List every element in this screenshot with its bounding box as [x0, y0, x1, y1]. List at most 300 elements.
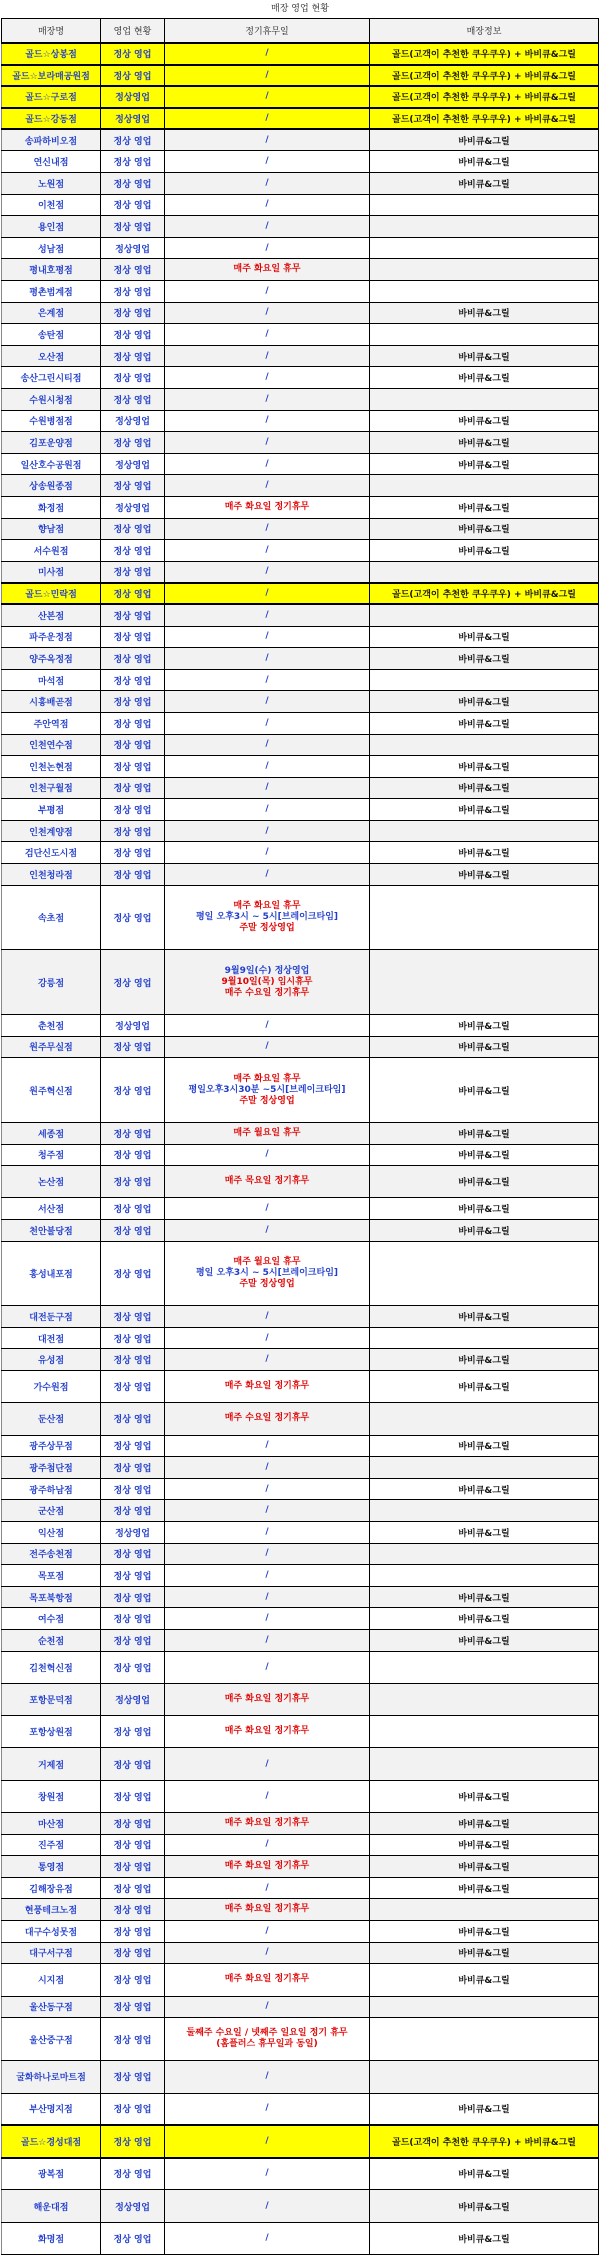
store-name-cell: 광주첨단점 — [2, 1457, 101, 1479]
table-row — [2, 432, 599, 454]
business-status-cell: 정상 영업 — [101, 1036, 165, 1058]
table-row — [2, 1327, 599, 1349]
table-row — [2, 691, 599, 713]
store-name-cell: 홍성내포점 — [2, 1241, 101, 1306]
holiday-line: / — [265, 782, 269, 793]
regular-holiday-cell — [165, 2061, 370, 2093]
holiday-line: / — [265, 544, 269, 555]
store-info-cell: 바비큐&그릴 — [370, 864, 599, 886]
regular-holiday-cell — [165, 842, 370, 864]
regular-holiday-cell — [165, 561, 370, 583]
holiday-line: 9월9일(수) 정상영업 — [224, 965, 310, 976]
store-name-cell: 이천점 — [2, 194, 101, 216]
holiday-line: / — [265, 113, 269, 124]
store-name-cell: 송탄점 — [2, 324, 101, 346]
store-info-cell — [370, 475, 599, 497]
holiday-line: / — [265, 285, 269, 296]
table-row — [2, 1899, 599, 1921]
regular-holiday-cell — [165, 432, 370, 454]
store-name-cell: 골드☆보라매공원점 — [2, 65, 101, 87]
store-info-cell: 바비큐&그릴 — [370, 1780, 599, 1812]
regular-holiday-cell — [165, 1629, 370, 1651]
store-info-cell — [370, 885, 599, 950]
regular-holiday-cell — [165, 324, 370, 346]
store-info-cell: 바비큐&그릴 — [370, 1349, 599, 1371]
table-row — [2, 281, 599, 303]
business-status-cell: 정상 영업 — [101, 259, 165, 281]
store-name-cell: 굴화하나로마트점 — [2, 2061, 101, 2093]
holiday-line: / — [265, 458, 269, 469]
store-name-cell: 송산그린시티점 — [2, 367, 101, 389]
store-name-cell: 향남점 — [2, 518, 101, 540]
table-row — [2, 2125, 599, 2157]
regular-holiday-cell — [165, 864, 370, 886]
regular-holiday-cell — [165, 496, 370, 518]
business-status-cell: 정상영업 — [101, 453, 165, 475]
store-info-cell — [370, 1651, 599, 1683]
store-name-cell: 화정점 — [2, 496, 101, 518]
regular-holiday-cell — [165, 389, 370, 411]
store-info-cell: 골드(고객이 추천한 쿠우쿠우) + 바비큐&그릴 — [370, 2125, 599, 2157]
table-row — [2, 1198, 599, 1220]
business-status-cell: 정상 영업 — [101, 1371, 165, 1403]
store-name-cell: 원주무실점 — [2, 1036, 101, 1058]
store-name-cell: 성남점 — [2, 237, 101, 259]
store-info-cell: 바비큐&그릴 — [370, 540, 599, 562]
regular-holiday-cell — [165, 1942, 370, 1964]
regular-holiday-cell — [165, 799, 370, 821]
table-row — [2, 864, 599, 886]
table-body — [2, 43, 599, 2254]
store-name-cell: 시흥배곧점 — [2, 691, 101, 713]
holiday-line: 매주 화요일 정기휴무 — [224, 1974, 310, 1985]
store-name-cell: 원주혁신점 — [2, 1058, 101, 1123]
regular-holiday-cell — [165, 885, 370, 950]
table-row — [2, 950, 599, 1015]
store-name-cell: 김포운양점 — [2, 432, 101, 454]
table-row — [2, 820, 599, 842]
store-info-cell — [370, 1899, 599, 1921]
store-info-cell: 바비큐&그릴 — [370, 302, 599, 324]
store-name-cell: 평촌범계점 — [2, 281, 101, 303]
holiday-line: / — [265, 480, 269, 491]
table-row — [2, 43, 599, 65]
table-row — [2, 108, 599, 130]
regular-holiday-cell — [165, 626, 370, 648]
holiday-line: / — [265, 69, 269, 80]
store-info-cell: 바비큐&그릴 — [370, 1371, 599, 1403]
store-name-cell: 송파하비오점 — [2, 129, 101, 151]
holiday-line: / — [265, 1613, 269, 1624]
business-status-cell: 정상 영업 — [101, 1543, 165, 1565]
holiday-line: / — [265, 2168, 269, 2179]
regular-holiday-cell — [165, 108, 370, 130]
regular-holiday-cell — [165, 1500, 370, 1522]
table-row — [2, 1144, 599, 1166]
business-status-cell: 정상 영업 — [101, 712, 165, 734]
holiday-line: / — [265, 1661, 269, 1672]
regular-holiday-cell — [165, 2125, 370, 2157]
holiday-line: 매주 화요일 휴무 — [233, 264, 301, 275]
holiday-line: / — [265, 847, 269, 858]
holiday-line: / — [265, 652, 269, 663]
holiday-line: / — [265, 2135, 269, 2146]
regular-holiday-cell — [165, 1543, 370, 1565]
store-info-cell: 바비큐&그릴 — [370, 1522, 599, 1544]
store-info-cell: 바비큐&그릴 — [370, 1877, 599, 1899]
business-status-cell: 정상 영업 — [101, 842, 165, 864]
store-info-cell — [370, 1500, 599, 1522]
store-info-cell: 바비큐&그릴 — [370, 1629, 599, 1651]
table-row — [2, 1543, 599, 1565]
store-info-cell: 바비큐&그릴 — [370, 2093, 599, 2125]
holiday-line: 매주 화요일 휴무 — [233, 901, 301, 911]
regular-holiday-cell — [165, 1921, 370, 1943]
store-info-cell — [370, 1748, 599, 1780]
store-name-cell: 광주상무점 — [2, 1435, 101, 1457]
store-info-cell — [370, 259, 599, 281]
holiday-line: / — [265, 1548, 269, 1559]
holiday-line: / — [265, 1758, 269, 1769]
store-name-cell: 골드☆민락점 — [2, 583, 101, 605]
holiday-line: / — [265, 717, 269, 728]
header-regular-holiday: 정기휴무일 — [165, 19, 370, 44]
holiday-line: / — [265, 1483, 269, 1494]
business-status-cell: 정상 영업 — [101, 583, 165, 605]
store-info-cell: 바비큐&그릴 — [370, 173, 599, 195]
store-info-cell: 바비큐&그릴 — [370, 626, 599, 648]
regular-holiday-cell — [165, 734, 370, 756]
business-status-cell: 정상 영업 — [101, 151, 165, 173]
holiday-line: / — [265, 2001, 269, 2012]
regular-holiday-cell — [165, 1899, 370, 1921]
store-info-cell: 바비큐&그릴 — [370, 1015, 599, 1037]
holiday-line: / — [265, 134, 269, 145]
table-row — [2, 2222, 599, 2254]
regular-holiday-cell — [165, 1144, 370, 1166]
table-row — [2, 302, 599, 324]
table-row — [2, 1478, 599, 1500]
holiday-line: 매주 화요일 정기휴무 — [224, 1381, 310, 1392]
store-name-cell: 강릉점 — [2, 950, 101, 1015]
holiday-line: / — [265, 523, 269, 534]
business-status-cell: 정상 영업 — [101, 475, 165, 497]
store-info-cell: 바비큐&그릴 — [370, 1608, 599, 1630]
store-info-cell: 바비큐&그릴 — [370, 2158, 599, 2190]
store-info-cell — [370, 389, 599, 411]
regular-holiday-cell — [165, 540, 370, 562]
table-row — [2, 1716, 599, 1748]
holiday-line: / — [265, 48, 269, 59]
holiday-line: / — [265, 1041, 269, 1052]
page-title: 매장 영업 현황 — [271, 4, 329, 14]
holiday-line: / — [265, 1203, 269, 1214]
store-name-cell: 군산점 — [2, 1500, 101, 1522]
table-row — [2, 2018, 599, 2061]
holiday-line: / — [265, 696, 269, 707]
table-row — [2, 1921, 599, 1943]
holiday-line: / — [265, 804, 269, 815]
business-status-cell: 정상 영업 — [101, 777, 165, 799]
regular-holiday-cell — [165, 1241, 370, 1306]
holiday-line: / — [265, 1526, 269, 1537]
regular-holiday-cell — [165, 2222, 370, 2254]
business-status-cell: 정상 영업 — [101, 518, 165, 540]
business-status-cell: 정상 영업 — [101, 2125, 165, 2157]
table-row — [2, 561, 599, 583]
store-info-cell — [370, 1716, 599, 1748]
business-status-cell: 정상 영업 — [101, 1198, 165, 1220]
regular-holiday-cell — [165, 1036, 370, 1058]
regular-holiday-cell — [165, 1478, 370, 1500]
store-name-cell: 순천점 — [2, 1629, 101, 1651]
holiday-line: 주말 정상영업 — [239, 1095, 295, 1106]
table-row — [2, 1371, 599, 1403]
regular-holiday-cell — [165, 518, 370, 540]
table-row — [2, 777, 599, 799]
holiday-line: / — [265, 1790, 269, 1801]
table-row — [2, 1856, 599, 1878]
business-status-cell: 정상 영업 — [101, 65, 165, 87]
business-status-cell: 정상 영업 — [101, 367, 165, 389]
store-info-cell — [370, 1327, 599, 1349]
business-status-cell: 정상 영업 — [101, 1306, 165, 1328]
business-status-cell: 정상 영업 — [101, 1166, 165, 1198]
store-name-cell: 인천청라점 — [2, 864, 101, 886]
business-status-cell: 정상 영업 — [101, 173, 165, 195]
regular-holiday-cell — [165, 281, 370, 303]
regular-holiday-cell — [165, 669, 370, 691]
regular-holiday-cell — [165, 1716, 370, 1748]
holiday-line: / — [265, 1570, 269, 1580]
business-status-cell: 정상 영업 — [101, 1942, 165, 1964]
store-info-cell — [370, 1565, 599, 1587]
store-info-cell — [370, 1403, 599, 1435]
table-row — [2, 2093, 599, 2125]
store-name-cell: 평내호평점 — [2, 259, 101, 281]
holiday-line: / — [265, 1505, 269, 1516]
business-status-cell: 정상 영업 — [101, 302, 165, 324]
business-status-cell: 정상영업 — [101, 410, 165, 432]
business-status-cell: 정상 영업 — [101, 669, 165, 691]
business-status-cell: 정상 영업 — [101, 1478, 165, 1500]
store-name-cell: 창원점 — [2, 1780, 101, 1812]
store-info-cell: 바비큐&그릴 — [370, 1435, 599, 1457]
regular-holiday-cell — [165, 1877, 370, 1899]
table-row — [2, 648, 599, 670]
business-status-cell: 정상 영업 — [101, 2093, 165, 2125]
table-row — [2, 1522, 599, 1544]
table-row — [2, 237, 599, 259]
store-info-cell: 골드(고객이 추천한 쿠우쿠우) + 바비큐&그릴 — [370, 43, 599, 65]
business-status-cell: 정상 영업 — [101, 43, 165, 65]
store-name-cell: 상송원종점 — [2, 475, 101, 497]
regular-holiday-cell — [165, 173, 370, 195]
table-row — [2, 1608, 599, 1630]
business-status-cell: 정상 영업 — [101, 194, 165, 216]
business-status-cell: 정상 영업 — [101, 1219, 165, 1241]
regular-holiday-cell — [165, 43, 370, 65]
regular-holiday-cell — [165, 604, 370, 626]
regular-holiday-cell — [165, 1651, 370, 1683]
holiday-line: / — [265, 1354, 269, 1365]
business-status-cell: 정상 영업 — [101, 1122, 165, 1144]
store-info-cell — [370, 1683, 599, 1715]
header-store-name: 매장명 — [2, 19, 101, 44]
table-row — [2, 216, 599, 238]
regular-holiday-cell — [165, 86, 370, 108]
store-name-cell: 통영점 — [2, 1856, 101, 1878]
store-info-cell: 바비큐&그릴 — [370, 1942, 599, 1964]
table-row — [2, 410, 599, 432]
table-row — [2, 1651, 599, 1683]
holiday-line: / — [265, 1224, 269, 1235]
regular-holiday-cell — [165, 820, 370, 842]
store-name-cell: 연신내점 — [2, 151, 101, 173]
table-row — [2, 1058, 599, 1123]
holiday-line: / — [265, 588, 269, 599]
store-info-cell: 바비큐&그릴 — [370, 1122, 599, 1144]
business-status-cell: 정상 영업 — [101, 1403, 165, 1435]
store-info-cell: 바비큐&그릴 — [370, 799, 599, 821]
regular-holiday-cell — [165, 1349, 370, 1371]
regular-holiday-cell — [165, 1058, 370, 1123]
business-status-cell: 정상 영업 — [101, 756, 165, 778]
store-name-cell: 골드☆상봉점 — [2, 43, 101, 65]
store-name-cell: 수원병점점 — [2, 410, 101, 432]
business-status-cell: 정상영업 — [101, 496, 165, 518]
store-name-cell: 울산동구점 — [2, 1996, 101, 2018]
store-info-cell: 바비큐&그릴 — [370, 712, 599, 734]
table-row — [2, 2190, 599, 2222]
table-row — [2, 2158, 599, 2190]
holiday-line: / — [265, 1311, 269, 1322]
store-name-cell: 김해장유점 — [2, 1877, 101, 1899]
store-info-cell — [370, 281, 599, 303]
business-status-cell: 정상 영업 — [101, 129, 165, 151]
holiday-line: 둘째주 수요일 / 넷째주 일요일 정기 휴무 — [186, 2028, 348, 2039]
store-name-cell: 미사점 — [2, 561, 101, 583]
store-info-cell: 바비큐&그릴 — [370, 1306, 599, 1328]
table-row — [2, 669, 599, 691]
regular-holiday-cell — [165, 1219, 370, 1241]
store-name-cell: 인천연수점 — [2, 734, 101, 756]
store-info-cell — [370, 734, 599, 756]
store-info-cell: 바비큐&그릴 — [370, 1198, 599, 1220]
business-status-cell: 정상 영업 — [101, 1586, 165, 1608]
store-name-cell: 광복점 — [2, 2158, 101, 2190]
table-row — [2, 1166, 599, 1198]
holiday-line: / — [265, 760, 269, 771]
holiday-line: / — [265, 91, 269, 102]
holiday-line: 평일오후3시30분 ~5시[브레이크타임] — [188, 1084, 346, 1095]
store-info-cell: 바비큐&그릴 — [370, 1144, 599, 1166]
store-info-cell: 바비큐&그릴 — [370, 518, 599, 540]
store-name-cell: 인천구월점 — [2, 777, 101, 799]
regular-holiday-cell — [165, 1198, 370, 1220]
store-name-cell: 현풍테크노점 — [2, 1899, 101, 1921]
store-name-cell: 속초점 — [2, 885, 101, 950]
holiday-line: / — [265, 2103, 269, 2114]
table-row — [2, 259, 599, 281]
store-info-cell: 골드(고객이 추천한 쿠우쿠우) + 바비큐&그릴 — [370, 86, 599, 108]
store-info-cell: 바비큐&그릴 — [370, 1964, 599, 1996]
business-status-cell: 정상 영업 — [101, 1435, 165, 1457]
store-name-cell: 인천계양점 — [2, 820, 101, 842]
store-info-cell: 바비큐&그릴 — [370, 777, 599, 799]
holiday-line: / — [265, 2232, 269, 2243]
holiday-line: (홈플러스 휴무일과 동일) — [216, 2039, 318, 2050]
regular-holiday-cell — [165, 1608, 370, 1630]
store-name-cell: 부산명지점 — [2, 2093, 101, 2125]
table-row — [2, 1877, 599, 1899]
business-status-cell: 정상 영업 — [101, 1241, 165, 1306]
table-row — [2, 1683, 599, 1715]
holiday-line: 매주 화요일 정기휴무 — [224, 1694, 310, 1705]
table-row — [2, 151, 599, 173]
holiday-line: / — [265, 1462, 269, 1473]
store-info-cell — [370, 1543, 599, 1565]
business-status-cell: 정상영업 — [101, 86, 165, 108]
holiday-line: / — [265, 1839, 269, 1850]
store-name-cell: 여수점 — [2, 1608, 101, 1630]
holiday-line: / — [265, 350, 269, 361]
business-status-cell: 정상 영업 — [101, 281, 165, 303]
table-row — [2, 324, 599, 346]
regular-holiday-cell — [165, 691, 370, 713]
table-row — [2, 194, 599, 216]
business-status-cell: 정상 영업 — [101, 648, 165, 670]
holiday-line: 매주 화요일 정기휴무 — [224, 501, 310, 512]
regular-holiday-cell — [165, 1834, 370, 1856]
store-name-cell: 진주점 — [2, 1834, 101, 1856]
business-status-cell: 정상 영업 — [101, 1964, 165, 1996]
table-row — [2, 604, 599, 626]
store-info-cell: 골드(고객이 추천한 쿠우쿠우) + 바비큐&그릴 — [370, 108, 599, 130]
store-info-cell — [370, 1996, 599, 2018]
business-status-cell: 정상 영업 — [101, 1856, 165, 1878]
table-row — [2, 173, 599, 195]
store-info-cell: 바비큐&그릴 — [370, 1813, 599, 1835]
store-info-cell: 바비큐&그릴 — [370, 1036, 599, 1058]
store-name-cell: 세종점 — [2, 1122, 101, 1144]
regular-holiday-cell — [165, 129, 370, 151]
store-status-table — [1, 18, 599, 2255]
table-row — [2, 2061, 599, 2093]
business-status-cell: 정상 영업 — [101, 1327, 165, 1349]
store-info-cell: 바비큐&그릴 — [370, 1058, 599, 1123]
holiday-line: 매주 목요일 정기휴무 — [224, 1176, 310, 1187]
regular-holiday-cell — [165, 2018, 370, 2061]
store-name-cell: 광주하남점 — [2, 1478, 101, 1500]
regular-holiday-cell — [165, 1327, 370, 1349]
table-row — [2, 540, 599, 562]
regular-holiday-cell — [165, 1586, 370, 1608]
store-name-cell: 인천논현점 — [2, 756, 101, 778]
store-info-cell: 바비큐&그릴 — [370, 648, 599, 670]
table-row — [2, 1306, 599, 1328]
business-status-cell: 정상영업 — [101, 237, 165, 259]
business-status-cell: 정상 영업 — [101, 1457, 165, 1479]
table-row — [2, 734, 599, 756]
holiday-line: / — [265, 739, 269, 750]
business-status-cell: 정상 영업 — [101, 734, 165, 756]
regular-holiday-cell — [165, 475, 370, 497]
table-header-row — [2, 19, 599, 44]
store-info-cell — [370, 2018, 599, 2061]
store-name-cell: 양주옥정점 — [2, 648, 101, 670]
regular-holiday-cell — [165, 216, 370, 238]
